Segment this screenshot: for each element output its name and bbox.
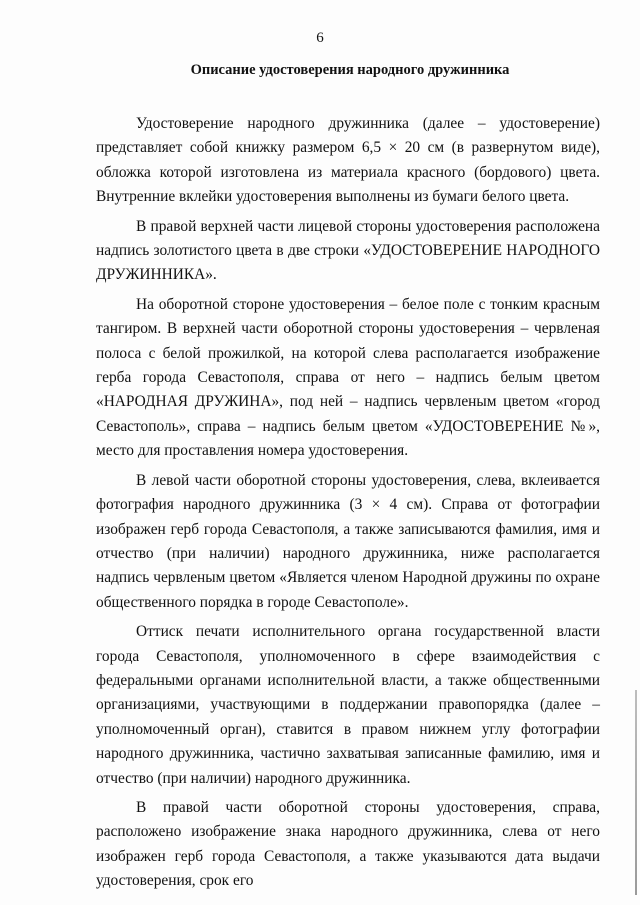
scan-edge-line [635, 690, 637, 895]
paragraph-6: В правой части оборотной стороны удостоверения, справа, расположено изображение знака народного дружинника, слева от него изображен герб города Севастополя, а также указываются дата выдачи удостоверения, срок его [96, 798, 600, 890]
paragraph-1: Удостоверение народного дружинника (далее – удостоверение) представляет собой книжку размером 6,5 × 20 см (в развернутом виде), обложка которой изготовлена из материала красного (бордового) цвета. Внутренние вклейки удостоверения выполнены из бумаги белого цвета. [96, 115, 600, 206]
page-number: 6 [316, 30, 324, 46]
paragraph-4: В левой части оборотной стороны удостоверения, слева, вклеивается фотография народного дружинника (3 × 4 см). Справа от фотографии изображен герб города Севастополя, а также записываются фамилия, имя и отчество (при наличии) народного дружинника, ниже располагается надпись червленым цветом «Является членом Народной дружины по охране общественного порядка в городе Севастополе». [96, 471, 600, 611]
document-body [96, 112, 600, 899]
paragraph-2: В правой верхней части лицевой стороны удостоверения расположена надпись золотистого цвета в две строки «УДОСТОВЕРЕНИЕ НАРОДНОГО ДРУЖИННИКА». [96, 217, 600, 284]
document-title: Описание удостоверения народного дружинника [190, 62, 510, 78]
paragraph-5: Оттиск печати исполнительного органа государственной власти города Севастополя, уполномоченного в сфере взаимодействия с федеральными органами исполнительной власти, а также общественными организациями, участвующими в поддержании правопорядка (далее – уполномоченный орган), ставится в правом нижнем углу фотографии народного дружинника, частично захватывая записанные фамилию, имя и отчество (при наличии) народного дружинника. [96, 623, 600, 787]
paragraph-3: На оборотной стороне удостоверения – белое поле с тонким красным тангиром. В верхней части оборотной стороны удостоверения – червленая полоса с белой прожилкой, на которой слева располагается изображение герба города Севастополя, справа от него – надпись белым цветом «НАРОДНАЯ ДРУЖИНА», под ней – надпись червленым цветом «город Севастополь», справа – надпись белым цветом «УДОСТОВЕРЕНИЕ №», место для проставления номера удостоверения. [96, 295, 600, 460]
